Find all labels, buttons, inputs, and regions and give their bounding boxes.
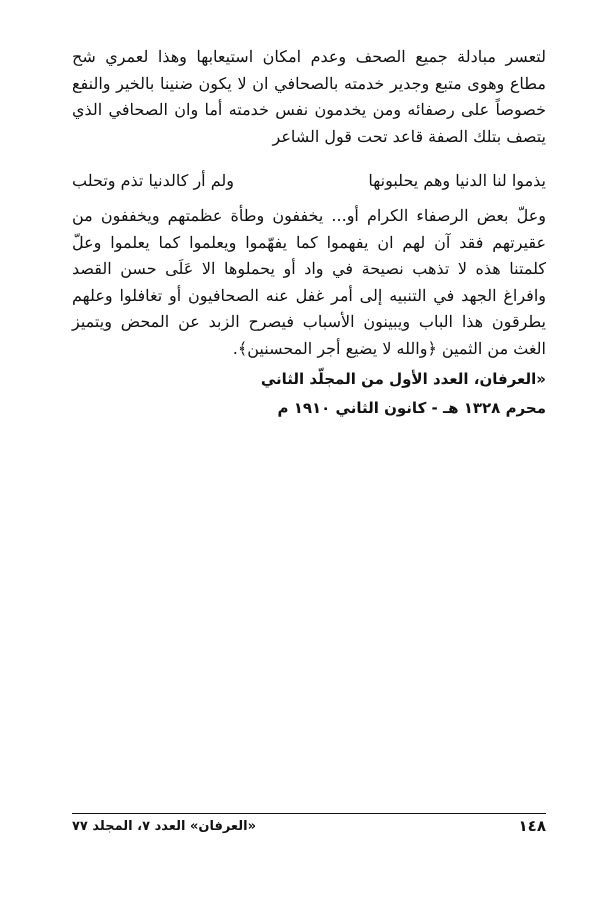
paragraph-1: لتعسر مبادلة جميع الصحف وعدم امكان استيعابها وهذا لعمري شح مطاع وهوى متبع وجدير خدمته بالصحافي ان لا يكون ضنينا بالخير والنفع خصوصاً على رصفائه ومن يخدمون نفس خدمته أما وان الصحافي الذي يتصف بتلك الصفة قاعد تحت قول الشاعر <box>72 47 546 146</box>
footer-divider <box>72 813 546 814</box>
poem-verse <box>72 168 546 194</box>
source-citation-line-1: «العرفان، العدد الأول من المجلّد الثاني <box>260 370 546 388</box>
page-number: ١٤٨ <box>518 817 546 835</box>
journal-reference: «العرفان» العدد ٧، المجلد ٧٧ <box>72 819 257 834</box>
paragraph-2: وعلّ بعض الرصفاء الكرام أو... يخففون وطأة عظمتهم ويخففون من عقيرتهم فقد آن لهم ان يفهموا كما يفهّموا ويعلموا كما يعلموا وعلّ كلمتنا هذه لا تذهب نصيحة في واد أو يحملوها الا عَلَى حسن القصد وافراغ الجهد في التنبيه إلى أمر غفل عنه الصحافيون أو تغافلوا وعلهم يطرقون هذا الباب ويبينون الأسباب فيصرح الزبد عن المحض ويتميز الغث من الثمين ﴿والله لا يضيع أجر المحسنين﴾. <box>72 206 546 358</box>
source-citation-line-2: محرم ١٣٢٨ هـ - كانون الثاني ١٩١٠ م <box>277 399 546 417</box>
verse-second-hemistich: ولم أر كالدنيا تذم وتحلب <box>72 171 234 190</box>
verse-first-hemistich: يذموا لنا الدنيا وهم يحلبونها <box>368 171 546 190</box>
